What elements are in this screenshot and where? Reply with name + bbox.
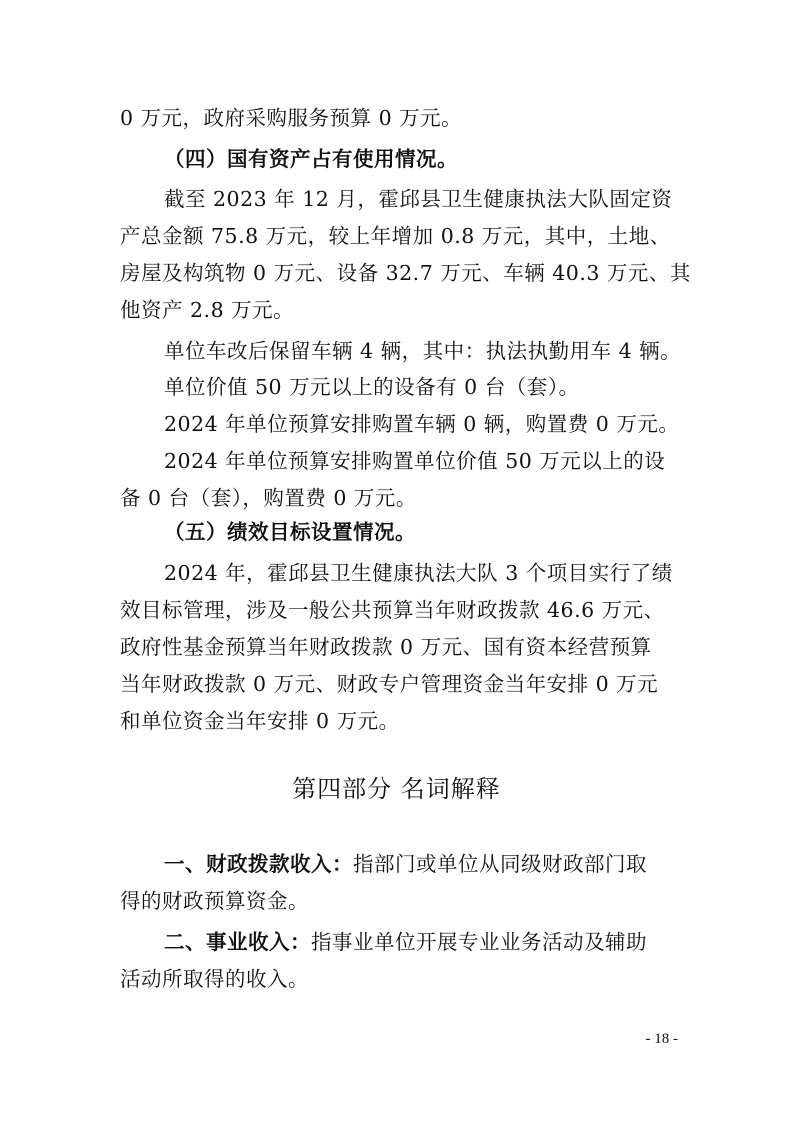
paragraph-line: 效目标管理，涉及一般公共预算当年财政拨款 46.6 万元、 <box>120 598 665 622</box>
definition-term: 一、财政拨款收入： <box>164 852 353 876</box>
paragraph-line: 房屋及构筑物 0 万元、设备 32.7 万元、车辆 40.3 万元、其 <box>120 261 691 285</box>
definition-line <box>164 930 724 954</box>
paragraph-line: 备 0 台（套），购置费 0 万元。 <box>120 486 417 510</box>
definition-text: 指事业单位开展专业业务活动及辅助 <box>311 930 647 954</box>
definition-line: 活动所取得的收入。 <box>120 967 309 991</box>
paragraph-line: 他资产 2.8 万元。 <box>120 298 295 322</box>
paragraph-line: 2024 年，霍邱县卫生健康执法大队 3 个项目实行了绩 <box>164 561 673 585</box>
definition-line <box>164 852 724 876</box>
section-heading-4: （四）国有资产占有使用情况。 <box>164 147 458 171</box>
paragraph-line: 单位价值 50 万元以上的设备有 0 台（套）。 <box>164 375 580 399</box>
paragraph-line: 截至 2023 年 12 月，霍邱县卫生健康执法大队固定资 <box>164 187 673 211</box>
paragraph-line: 政府性基金预算当年财政拨款 0 万元、国有资本经营预算 <box>120 635 652 659</box>
paragraph-line: 和单位资金当年安排 0 万元。 <box>120 709 400 733</box>
paragraph-line: 2024 年单位预算安排购置车辆 0 辆，购置费 0 万元。 <box>164 412 680 436</box>
section-heading-5: （五）绩效目标设置情况。 <box>164 520 416 544</box>
paragraph-line: 2024 年单位预算安排购置单位价值 50 万元以上的设 <box>164 449 666 473</box>
paragraph-line: 0 万元，政府采购服务预算 0 万元。 <box>120 106 463 130</box>
definition-text: 指部门或单位从同级财政部门取 <box>353 852 647 876</box>
paragraph-line: 产总金额 75.8 万元，较上年增加 0.8 万元，其中，土地、 <box>120 224 671 248</box>
paragraph-line: 单位车改后保留车辆 4 辆，其中：执法执勤用车 4 辆。 <box>164 339 682 363</box>
part-title: 第四部分 名词解释 <box>292 775 501 803</box>
page-number: - 18 - <box>645 1031 678 1047</box>
paragraph-line: 当年财政拨款 0 万元、财政专户管理资金当年安排 0 万元 <box>120 672 659 696</box>
definition-line: 得的财政预算资金。 <box>120 889 309 913</box>
definition-term: 二、事业收入： <box>164 930 311 954</box>
